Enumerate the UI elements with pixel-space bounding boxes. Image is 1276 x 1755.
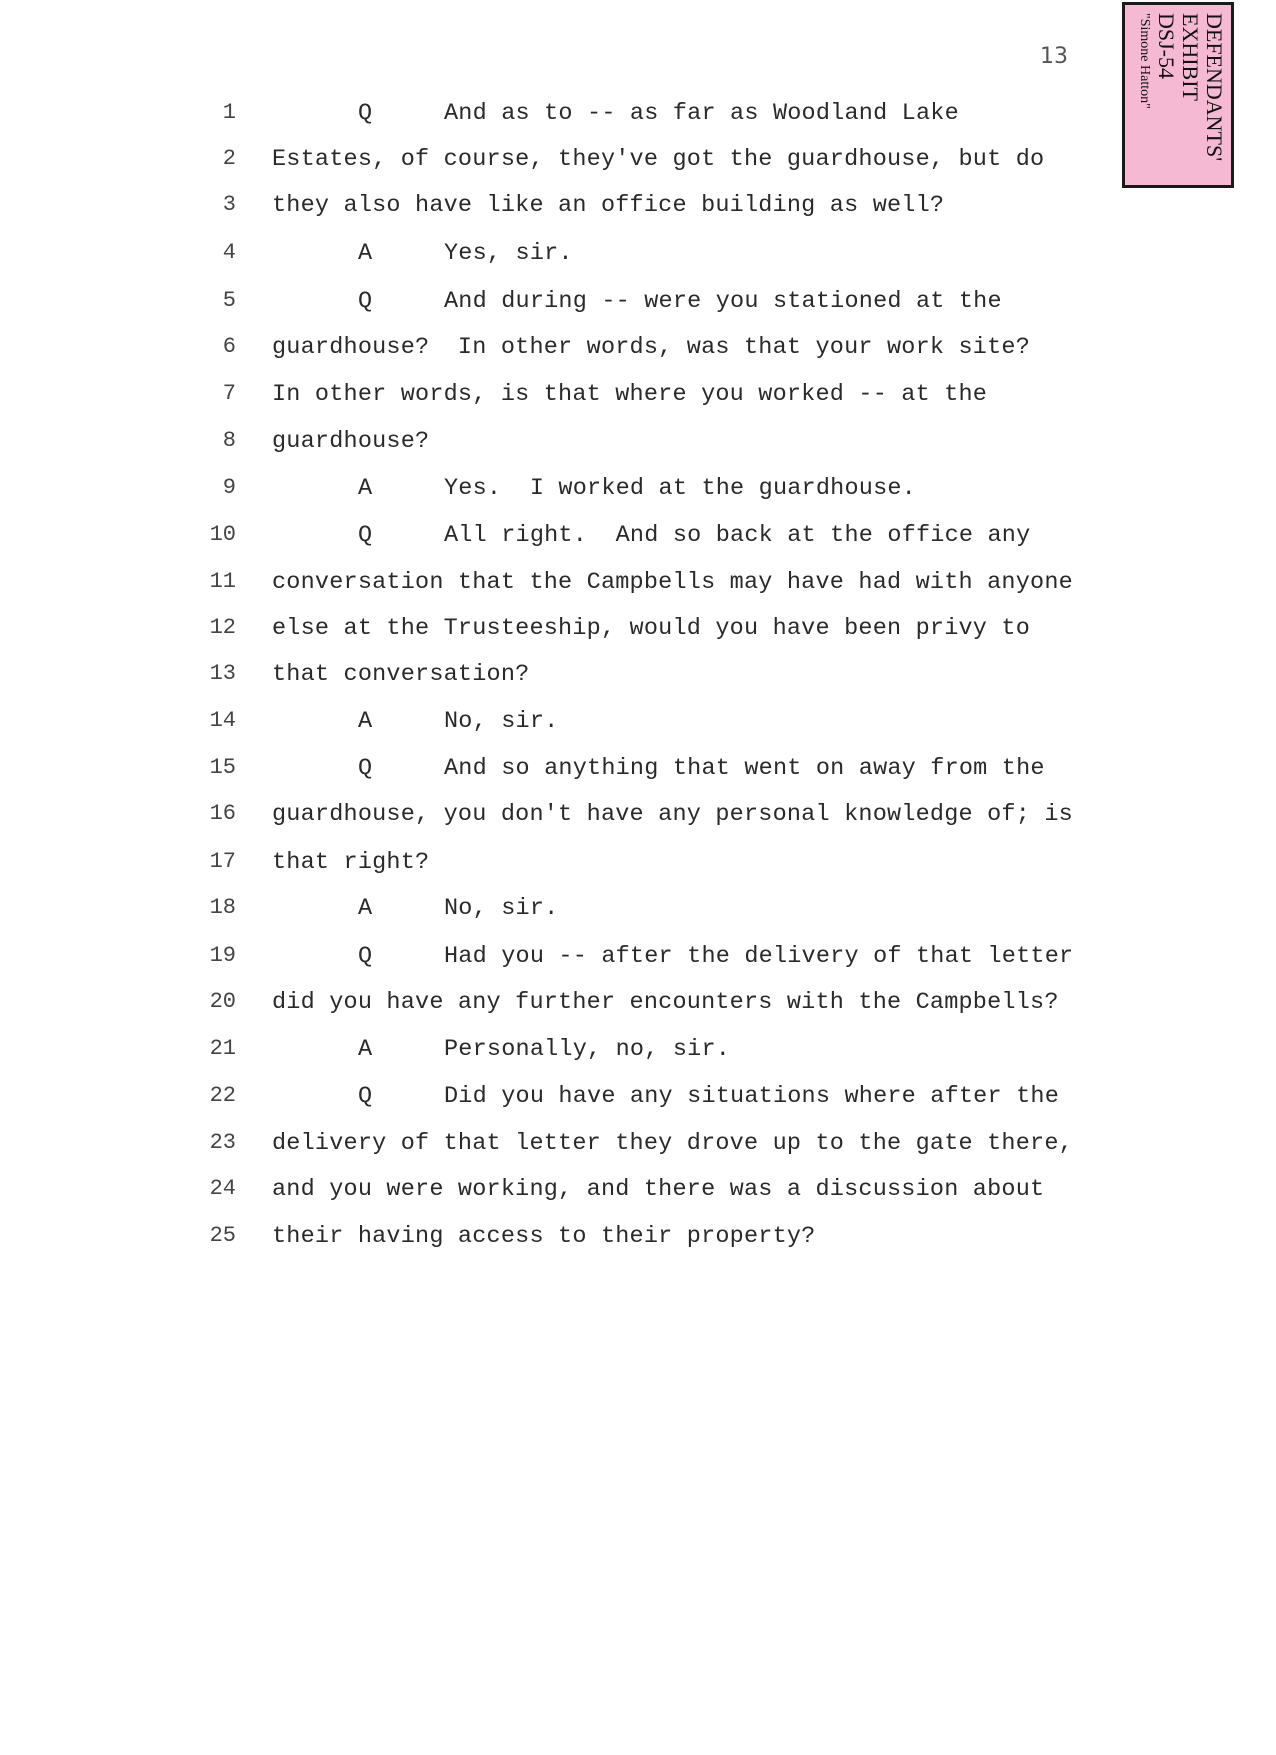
- speaker-label: A: [358, 240, 373, 267]
- speaker-label: A: [358, 1036, 373, 1063]
- transcript-line: [0, 288, 1276, 328]
- line-number: 7: [222, 381, 236, 406]
- exhibit-label-defendants: DEFENDANTS': [1202, 13, 1227, 162]
- transcript-line: [0, 1223, 1276, 1263]
- line-text: No, sir.: [444, 895, 559, 922]
- line-number: 2: [222, 146, 236, 171]
- line-number: 18: [209, 895, 236, 920]
- line-text: Did you have any situations where after the: [444, 1083, 1059, 1110]
- line-number: 17: [209, 849, 236, 874]
- speaker-label: A: [358, 895, 373, 922]
- line-number: 11: [209, 569, 236, 594]
- line-number: 9: [222, 475, 236, 500]
- line-text: In other words, is that where you worked -- at the: [272, 381, 988, 408]
- transcript-line: [0, 1176, 1276, 1216]
- line-number: 4: [222, 240, 236, 265]
- speaker-label: Q: [358, 288, 373, 315]
- speaker-label: Q: [358, 522, 373, 549]
- line-text: that right?: [272, 849, 430, 876]
- line-text: guardhouse? In other words, was that your work site?: [272, 334, 1031, 361]
- transcript-line: [0, 849, 1276, 889]
- line-text: Yes, sir.: [444, 240, 573, 267]
- line-text: And during -- were you stationed at the: [444, 288, 1002, 315]
- transcript-line: [0, 615, 1276, 655]
- line-text: All right. And so back at the office any: [444, 522, 1031, 549]
- line-text: Had you -- after the delivery of that letter: [444, 943, 1074, 970]
- line-number: 6: [222, 334, 236, 359]
- line-number: 3: [222, 192, 236, 217]
- line-text: guardhouse, you don't have any personal knowledge of; is: [272, 801, 1073, 828]
- speaker-label: A: [358, 708, 373, 735]
- transcript-line: [0, 895, 1276, 935]
- line-text: Personally, no, sir.: [444, 1036, 731, 1063]
- line-number: 23: [209, 1130, 236, 1155]
- line-text: Yes. I worked at the guardhouse.: [444, 475, 916, 502]
- line-number: 5: [222, 288, 236, 313]
- line-number: 13: [209, 661, 236, 686]
- line-number: 24: [209, 1176, 236, 1201]
- transcript-line: [0, 801, 1276, 841]
- transcript-line: [0, 755, 1276, 795]
- line-text: that conversation?: [272, 661, 530, 688]
- speaker-label: Q: [358, 755, 373, 782]
- line-text: guardhouse?: [272, 428, 430, 455]
- line-text: And as to -- as far as Woodland Lake: [444, 100, 959, 127]
- exhibit-label-number: DSJ-54: [1154, 13, 1179, 80]
- page-number: 13: [1040, 44, 1068, 69]
- speaker-label: A: [358, 475, 373, 502]
- line-number: 22: [209, 1083, 236, 1108]
- speaker-label: Q: [358, 1083, 373, 1110]
- line-text: else at the Trusteeship, would you have been privy to: [272, 615, 1031, 642]
- transcript-line: [0, 475, 1276, 515]
- exhibit-label-witness: "Simone Hatton": [1137, 13, 1152, 109]
- line-text: delivery of that letter they drove up to the gate there,: [272, 1130, 1073, 1157]
- line-number: 14: [209, 708, 236, 733]
- transcript-line: [0, 192, 1276, 232]
- transcript-line: [0, 1083, 1276, 1123]
- transcript-line: [0, 146, 1276, 186]
- line-number: 25: [209, 1223, 236, 1248]
- transcript-line: [0, 661, 1276, 701]
- transcript-line: [0, 708, 1276, 748]
- line-number: 15: [209, 755, 236, 780]
- line-text: Estates, of course, they've got the guardhouse, but do: [272, 146, 1045, 173]
- line-number: 10: [209, 522, 236, 547]
- transcript-line: [0, 1130, 1276, 1170]
- transcript-line: [0, 428, 1276, 468]
- line-number: 16: [209, 801, 236, 826]
- line-number: 12: [209, 615, 236, 640]
- speaker-label: Q: [358, 943, 373, 970]
- line-number: 19: [209, 943, 236, 968]
- transcript-line: [0, 943, 1276, 983]
- line-text: And so anything that went on away from the: [444, 755, 1045, 782]
- transcript-line: [0, 240, 1276, 280]
- transcript-line: [0, 522, 1276, 562]
- line-text: did you have any further encounters with the Campbells?: [272, 989, 1059, 1016]
- transcript-line: [0, 100, 1276, 140]
- line-number: 8: [222, 428, 236, 453]
- line-text: No, sir.: [444, 708, 559, 735]
- exhibit-label-exhibit: EXHIBIT: [1178, 13, 1203, 101]
- line-number: 20: [209, 989, 236, 1014]
- speaker-label: Q: [358, 100, 373, 127]
- line-text: they also have like an office building as well?: [272, 192, 945, 219]
- transcript-line: [0, 334, 1276, 374]
- line-text: and you were working, and there was a discussion about: [272, 1176, 1045, 1203]
- transcript-line: [0, 1036, 1276, 1076]
- line-text: conversation that the Campbells may have had with anyone: [272, 569, 1073, 596]
- transcript-line: [0, 989, 1276, 1029]
- transcript-line: [0, 381, 1276, 421]
- line-number: 1: [222, 100, 236, 125]
- transcript-line: [0, 569, 1276, 609]
- line-text: their having access to their property?: [272, 1223, 816, 1250]
- line-number: 21: [209, 1036, 236, 1061]
